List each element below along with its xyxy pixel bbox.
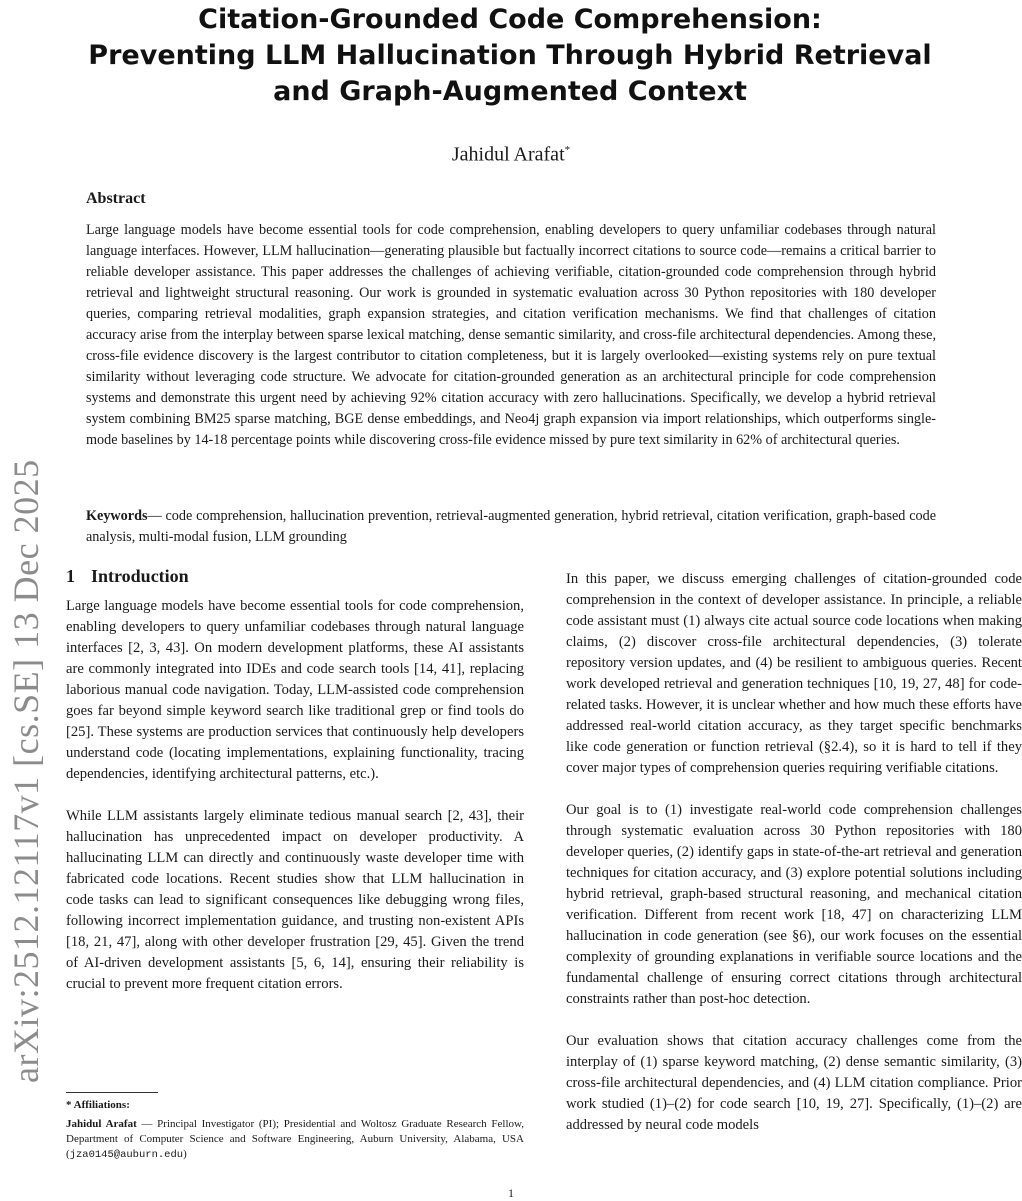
page-number: 1 [508, 1186, 514, 1200]
footnote-name: Jahidul Arafat [66, 1118, 137, 1130]
footnote-text: — Principal Investigator (PI); Presidential and Woltosz Graduate Research Fellow, Department of Computer Science and Software Engineering, Auburn University, Alabama, USA ( [66, 1118, 524, 1160]
paper-title [60, 2, 960, 110]
footnote-body [66, 1117, 524, 1163]
abstract-heading: Abstract [86, 190, 146, 207]
footnote-close: ) [183, 1148, 187, 1160]
abstract [86, 220, 936, 451]
keywords [86, 506, 936, 548]
author-name: Jahidul Arafat [451, 143, 565, 166]
footnote-heading: * Affiliations: [66, 1099, 130, 1111]
footnote-rule [66, 1092, 158, 1093]
footnote [66, 1098, 524, 1163]
title-line: and Graph-Augmented Context [273, 76, 747, 107]
paragraph: Our evaluation shows that citation accuracy challenges come from the interplay of (1) sparse keyword matching, (2) dense semantic similarity, (3) cross-file architectural dependencies, and (4) LLM citation compliance. Prior work studied (1)–(2) for code search [10, 19, 27]. Specifically, (1)–(2) are addressed by neural code models [566, 1033, 1022, 1133]
title-line: Preventing LLM Hallucination Through Hybrid Retrieval [88, 40, 932, 71]
footnote-email[interactable]: jza0145@auburn.edu [69, 1149, 184, 1161]
section-title: Introduction [91, 566, 189, 586]
arxiv-stamp: arXiv:2512.12117v1 [cs.SE] 13 Dec 2025 [6, 459, 46, 1083]
author-footnote-mark[interactable]: * [564, 144, 571, 156]
title-line: Citation-Grounded Code Comprehension: [198, 4, 822, 35]
paragraph: Large language models have become essential tools for code comprehension, enabling developers to query unfamiliar codebases through natural language interfaces [2, 3, 43]. On modern development platforms, these AI assistants are commonly integrated into IDEs and code search tools [14, 41], replacing laborious manual code navigation. Today, LLM-assisted code comprehension goes far beyond simple keyword search like traditional grep or find tools do [25]. These systems are production services that continuously help developers understand code (locating implementations, explaining functionality, tracing dependencies, identifying architectural patterns, etc.). [66, 598, 524, 782]
paragraph: In this paper, we discuss emerging challenges of citation-grounded code comprehension in the context of developer assistance. In principle, a reliable code assistant must (1) always cite actual source code locations when making claims, (2) discover cross-file architectural dependencies, (3) tolerate repository version updates, and (4) be resilient to ambiguous queries. Recent work developed retrieval and generation techniques [10, 19, 27, 48] for code-related tasks. However, it is unclear whether and how much these efforts have addressed real-world citation accuracy, as they target specific benchmarks like code generation or function retrieval (§2.4), so it is hard to tell if they cover major types of comprehension queries requiring verifiable citations. [566, 571, 1022, 776]
section-heading [66, 566, 189, 587]
keywords-text: — code comprehension, hallucination prevention, retrieval-augmented generation, hybrid retrieval, citation verification, graph-based code analysis, multi-modal fusion, LLM grounding [86, 508, 936, 545]
author [0, 137, 1022, 168]
right-column [566, 569, 1022, 1136]
section-number: 1 [66, 566, 75, 586]
abstract-text: Large language models have become essential tools for code comprehension, enabling developers to query unfamiliar codebases through natural language interfaces. However, LLM hallucination—generating plausible but factually incorrect citations to source code—remains a critical barrier to reliable developer assistance. This paper addresses the challenges of achieving verifiable, citation-grounded code comprehension through hybrid retrieval and lightweight structural reasoning. Our work is grounded in systematic evaluation across 30 Python repositories with 180 developer queries, comparing retrieval modalities, graph expansion strategies, and citation verification mechanisms. We find that challenges of citation accuracy arise from the interplay between sparse lexical matching, dense semantic similarity, and cross-file architectural dependencies. Among these, cross-file evidence discovery is the largest contributor to citation completeness, but it is largely overlooked—existing systems rely on pure textual similarity without leveraging code structure. We advocate for citation-grounded generation as an architectural principle for code comprehension systems and demonstrate this urgent need by achieving 92% citation accuracy with zero hallucinations. Specifically, we develop a hybrid retrieval system combining BM25 sparse matching, BGE dense embeddings, and Neo4j graph expansion via import relationships, which outperforms single-mode baselines by 14-18 percentage points while discovering cross-file evidence missed by pure text similarity in 62% of architectural queries. [86, 222, 936, 448]
left-column [66, 596, 524, 995]
paragraph: Our goal is to (1) investigate real-world code comprehension challenges through systematic evaluation across 30 Python repositories with 180 developer queries, (2) identify gaps in state-of-the-art retrieval and generation techniques for citation accuracy, and (3) explore potential solutions including hybrid retrieval, graph-based structural reasoning, and mechanical citation verification. Different from recent work [18, 47] on characterizing LLM hallucination in code generation (see §6), our work focuses on the essential complexity of grounding explanations in verifiable source locations and the fundamental challenge of ensuring correct citations through architectural constraints rather than post-hoc detection. [566, 802, 1022, 1007]
keywords-label: Keywords [86, 508, 148, 524]
paragraph: While LLM assistants largely eliminate tedious manual search [2, 43], their hallucination has unprecedented impact on developer productivity. A hallucinating LLM can directly and continuously waste developer time with fabricated code locations. Recent studies show that LLM hallucination in code tasks can lead to significant consequences like debugging wrong files, following incorrect implementation guidance, and trusting non-existent APIs [18, 21, 47], along with other developer frustration [29, 45]. Given the trend of AI-driven development assistants [5, 6, 14], ensuring their reliability is crucial to prevent more frequent citation errors. [66, 808, 524, 992]
